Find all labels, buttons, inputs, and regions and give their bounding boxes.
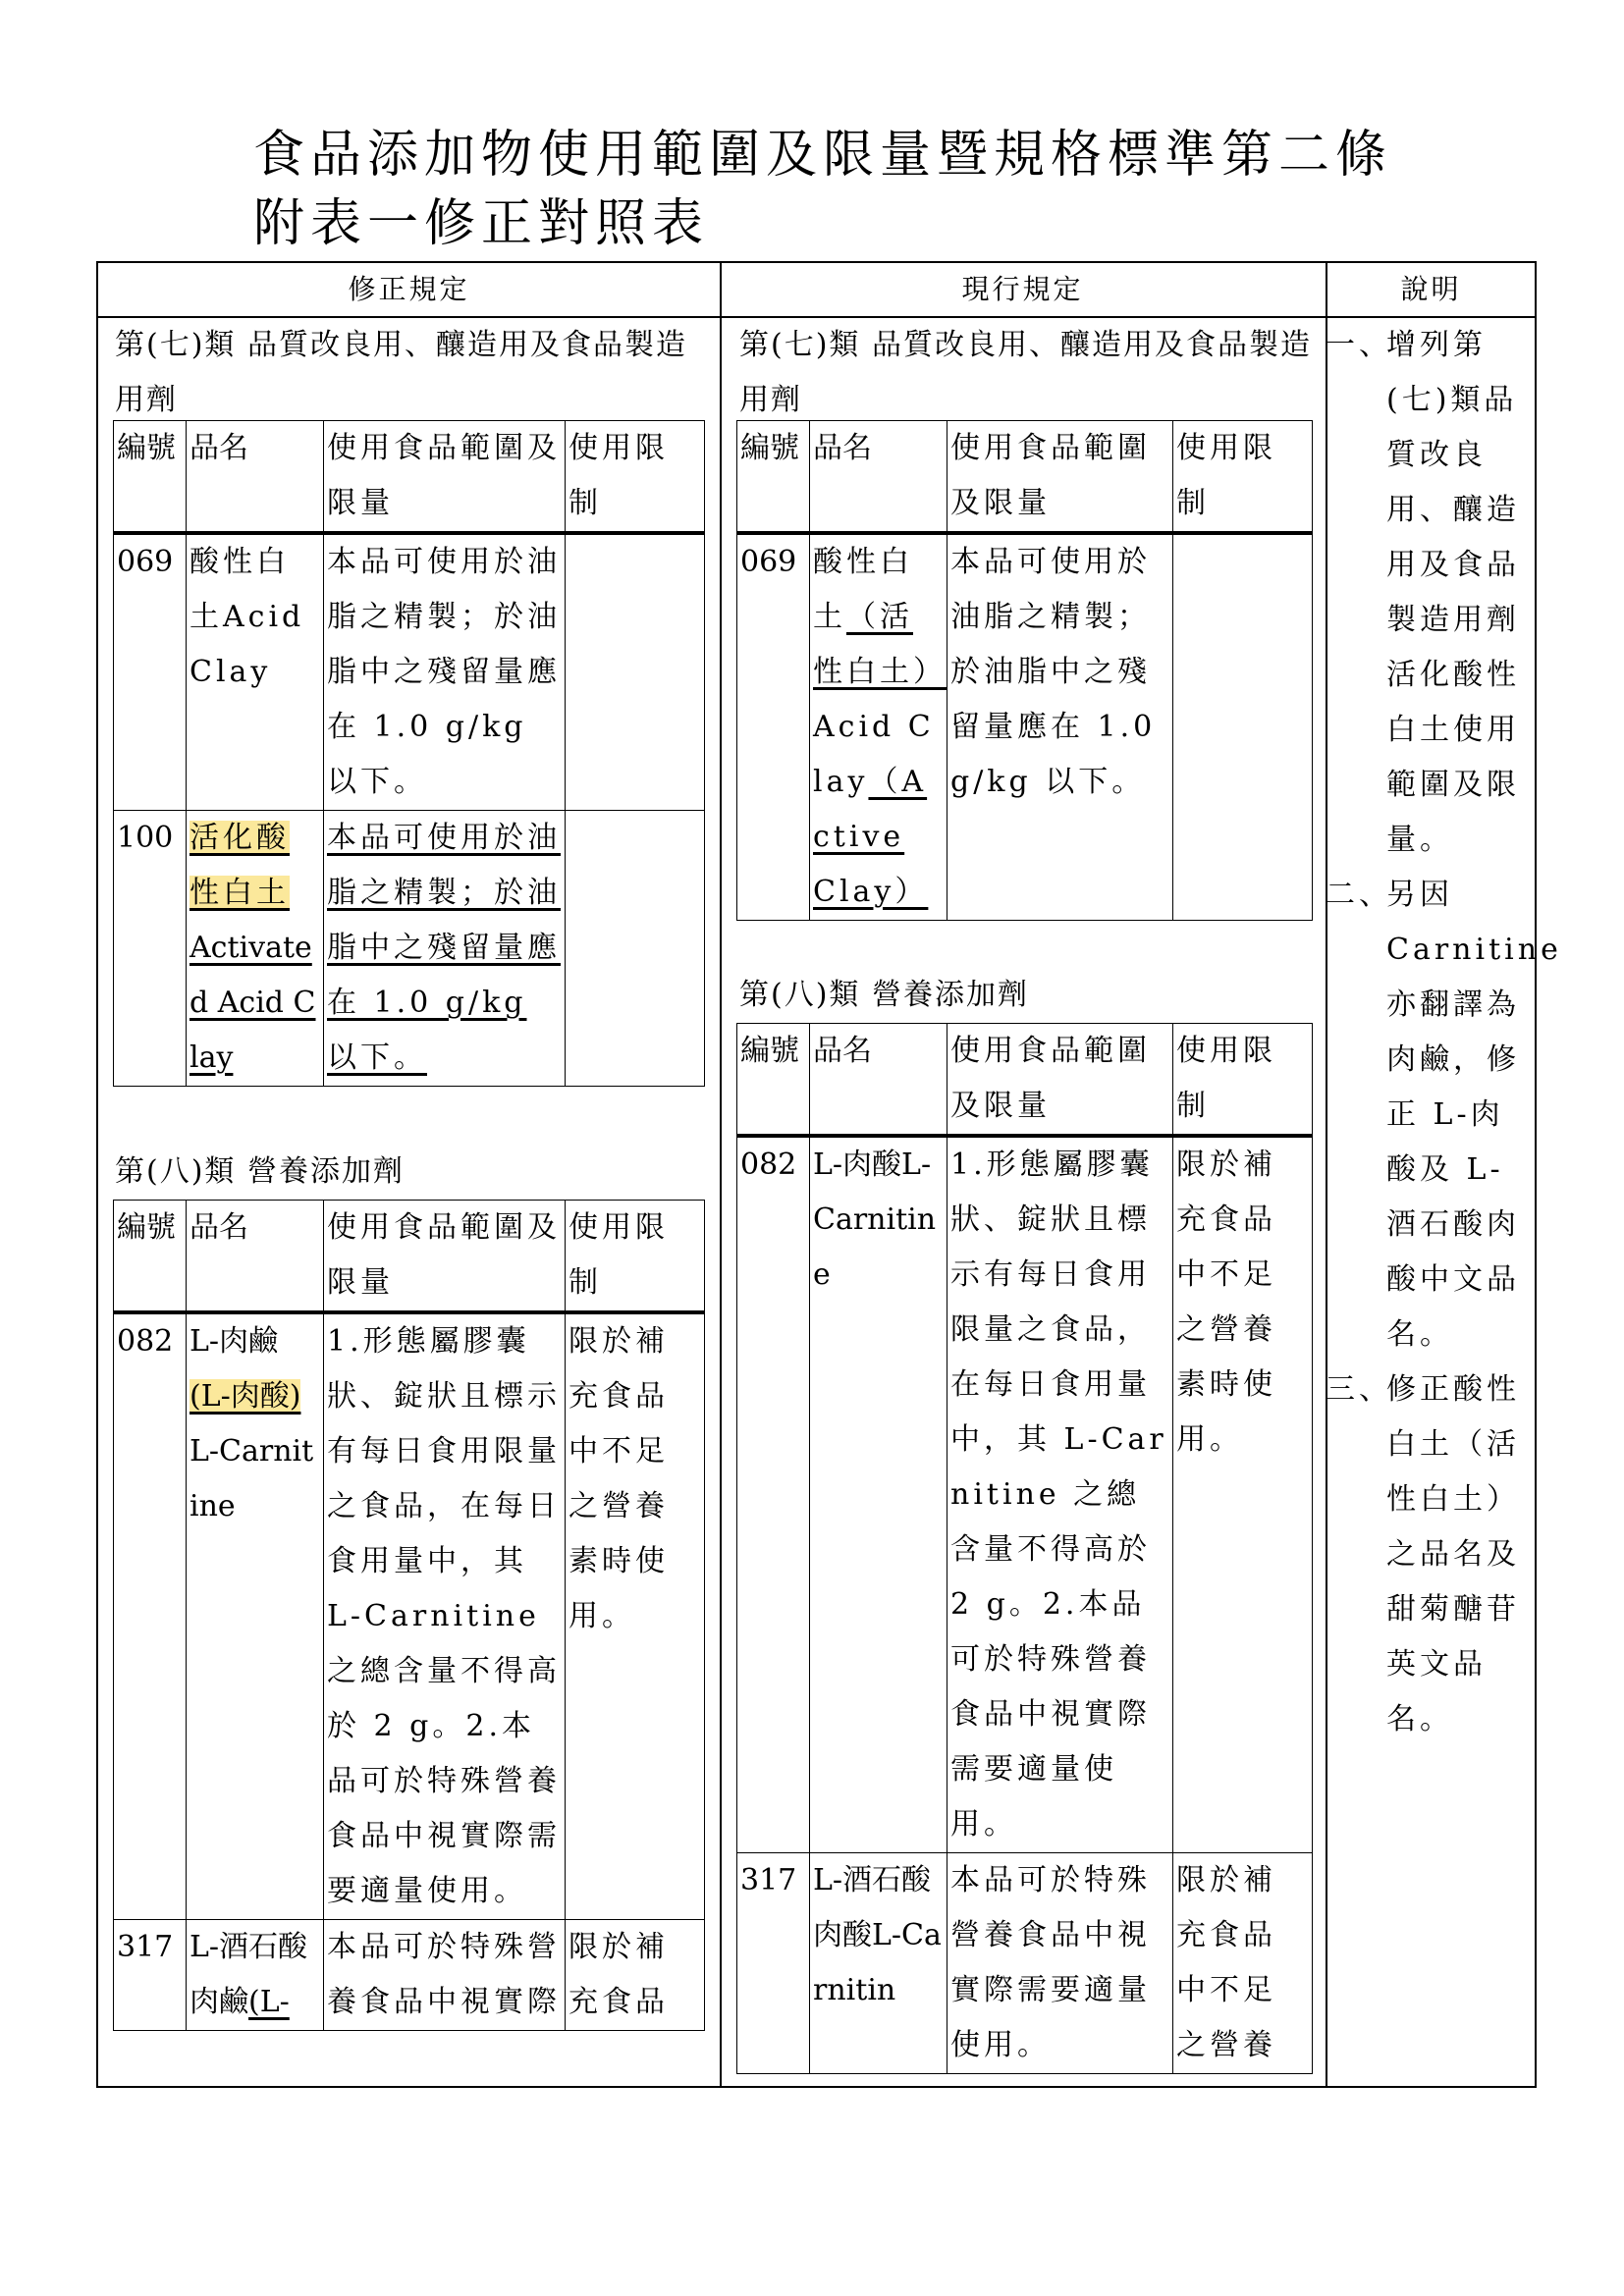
table-header-name: 品名 (810, 1024, 947, 1137)
row-limit (1173, 533, 1313, 921)
row-scope: 本品可於特殊營養食品中視實際 (324, 1920, 566, 2031)
table-row (114, 533, 705, 811)
row-scope: 1.形態屬膠囊狀、錠狀且標示有每日食用限量之食品，在每日食用量中，其 L-Carnitine 之總含量不得高於 2 g。2.本品可於特殊營養食品中視實際需要適量使用。 (324, 1312, 566, 1920)
row-limit: 限於補充食品中不足之營養素時使用。 (566, 1312, 705, 1920)
new-name-highlight: 活化酸性白土 (189, 821, 290, 910)
amended-cat7-heading: 第(七)類 品質改良用、釀造用及食品製造用劑 (115, 328, 687, 417)
row-number: 317 (114, 1920, 187, 2031)
explanation-item (1326, 868, 1562, 1362)
row-scope: 本品可於特殊營養食品中視實際需要適量使用。 (947, 1853, 1173, 2074)
table-header-limit: 使用限制 (566, 1201, 705, 1313)
table-header-number: 編號 (114, 421, 187, 534)
table-header-name: 品名 (810, 421, 947, 534)
row-scope: 本品可使用於油脂之精製；於油脂中之殘留量應在 1.0 g/kg 以下。 (324, 811, 566, 1087)
table-header-limit: 使用限制 (1173, 1024, 1313, 1137)
document-title-line2: 附表一修正對照表 (253, 194, 710, 253)
row-limit (566, 811, 705, 1087)
row-number: 069 (114, 533, 187, 811)
column-header-explanation: 說明 (1400, 273, 1462, 305)
table-row (114, 1312, 705, 1920)
table-header-number: 編號 (114, 1201, 187, 1313)
table-header-number: 編號 (737, 421, 810, 534)
row-name: L-酒石酸肉鹼(L- (187, 1920, 324, 2031)
table-row (737, 1853, 1313, 2074)
table-header-scope: 使用食品範圍及限量 (947, 1024, 1173, 1137)
new-name-english: Activated Acid Clay (189, 931, 316, 1075)
table-header-limit: 使用限制 (566, 421, 705, 534)
row-name: L-肉鹼 (L-肉酸) L-Carnitine (187, 1312, 324, 1920)
table-row (737, 1136, 1313, 1853)
explanation-item (1326, 1362, 1534, 1747)
row-scope: 本品可使用於油脂之精製；於油脂中之殘留量應在 1.0 g/kg 以下。 (947, 533, 1173, 921)
amended-cat7-table (113, 420, 705, 1087)
row-limit: 限於補充食品 (566, 1920, 705, 2031)
row-scope: 1.形態屬膠囊狀、錠狀且標示有每日食用限量之食品，在每日食用量中，其 L-Carnitine 之總含量不得高於 2 g。2.本品可於特殊營養食品中視實際需要適量使用。 (947, 1136, 1173, 1853)
table-header-scope: 使用食品範圍及限量 (324, 421, 566, 534)
row-limit: 限於補充食品中不足之營養 (1173, 1853, 1313, 2074)
row-scope: 本品可使用於油脂之精製；於油脂中之殘留量應在 1.0 g/kg 以下。 (324, 533, 566, 811)
table-row (737, 533, 1313, 921)
table-header-name: 品名 (187, 421, 324, 534)
row-number: 100 (114, 811, 187, 1087)
explanation-text: 修正酸性白土（活性白土）之品名及甜菊醣苷英文品名。 (1386, 1372, 1520, 1736)
row-limit (566, 533, 705, 811)
table-header-name: 品名 (187, 1201, 324, 1313)
row-number: 082 (737, 1136, 810, 1853)
explanation-number: 二、 (1326, 878, 1392, 912)
table-row (114, 811, 705, 1087)
amended-cat8-heading: 第(八)類 營養添加劑 (115, 1154, 405, 1189)
current-cat8-table (736, 1023, 1313, 2074)
column-header-current: 現行規定 (961, 273, 1084, 305)
explanation-text: 增列第(七)類品質改良用、釀造用及食品製造用劑活化酸性白土使用範圍及限量。 (1386, 328, 1520, 857)
explanation-number: 一、 (1326, 328, 1392, 362)
row-number: 082 (114, 1312, 187, 1920)
row-name (187, 811, 324, 1087)
table-header-limit: 使用限制 (1173, 421, 1313, 534)
table-header-scope: 使用食品範圍及限量 (324, 1201, 566, 1313)
explanation-item (1326, 318, 1534, 868)
explanation-number: 三、 (1326, 1372, 1392, 1407)
amended-cat8-table (113, 1200, 705, 2031)
column-header-amended: 修正規定 (348, 273, 470, 305)
document-title-line1: 食品添加物使用範圍及限量暨規格標準第二條 (253, 126, 1393, 185)
row-name: L-酒石酸肉酸L-Carnitin (810, 1853, 947, 2074)
table-header-scope: 使用食品範圍及限量 (947, 421, 1173, 534)
row-limit: 限於補充食品中不足之營養素時使用。 (1173, 1136, 1313, 1853)
table-row (114, 1920, 705, 2031)
new-name-highlight: (L-肉酸) (189, 1379, 301, 1414)
row-number: 069 (737, 533, 810, 921)
row-name: 酸性白土Acid Clay (187, 533, 324, 811)
current-cat7-heading: 第(七)類 品質改良用、釀造用及食品製造用劑 (739, 328, 1312, 417)
row-number: 317 (737, 1853, 810, 2074)
column-divider (720, 263, 722, 2086)
row-name: L-肉酸L-Carnitine (810, 1136, 947, 1853)
explanation-text: 另因 Carnitine 亦翻譯為肉鹼，修正 L-肉酸及 L-酒石酸肉酸中文品名。 (1386, 878, 1562, 1352)
explanation-column (1326, 318, 1562, 1747)
current-cat8-heading: 第(八)類 營養添加劑 (739, 978, 1029, 1012)
row-name: 酸性白土（活性白土）Acid Clay（Active Clay） (810, 533, 947, 921)
current-cat7-table (736, 420, 1313, 921)
table-header-number: 編號 (737, 1024, 810, 1137)
